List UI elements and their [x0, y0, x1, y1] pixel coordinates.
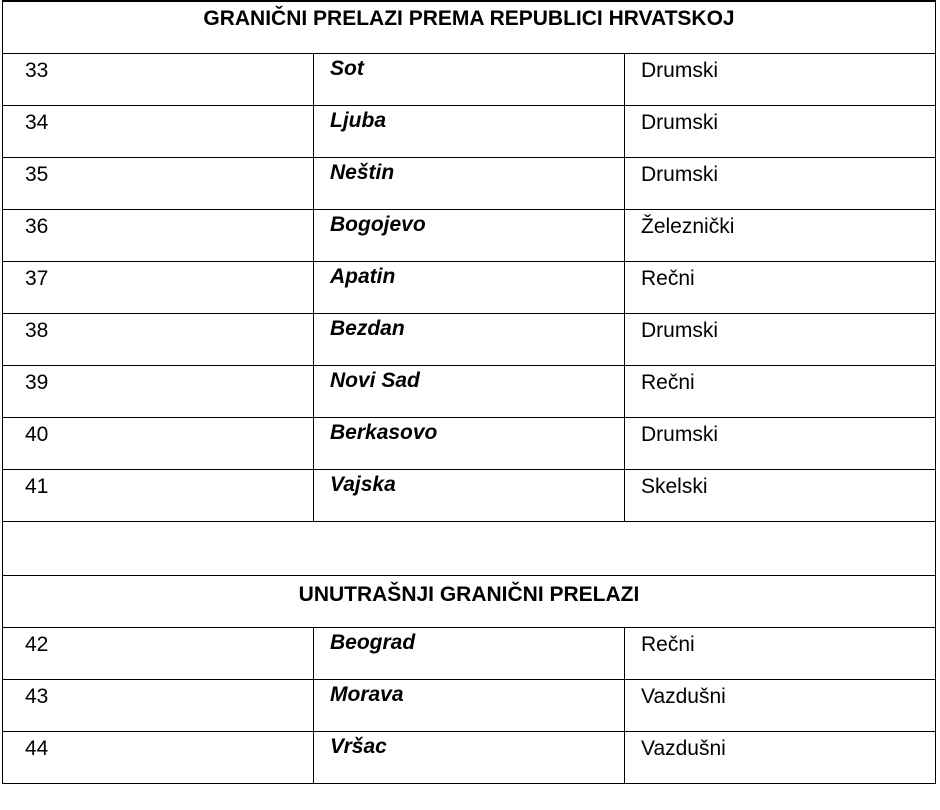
table-row [3, 679, 936, 731]
section-title-internal: UNUTRAŠNJI GRANIČNI PRELAZI [3, 575, 936, 627]
table-row [3, 417, 936, 469]
table-row [3, 731, 936, 783]
table-row [3, 261, 936, 313]
crossing-name: Apatin [314, 261, 625, 313]
table-row [3, 365, 936, 417]
crossing-name: Sot [314, 53, 625, 105]
row-number: 38 [3, 313, 314, 365]
crossing-type: Drumski [625, 417, 936, 469]
table-row [3, 313, 936, 365]
table-row [3, 469, 936, 521]
crossing-name: Vršac [314, 731, 625, 783]
row-number: 34 [3, 105, 314, 157]
row-number: 36 [3, 209, 314, 261]
crossing-type: Vazdušni [625, 679, 936, 731]
crossing-name: Vajska [314, 469, 625, 521]
row-number: 37 [3, 261, 314, 313]
crossing-name: Morava [314, 679, 625, 731]
crossing-type: Železnički [625, 209, 936, 261]
crossing-type: Skelski [625, 469, 936, 521]
crossing-name: Ljuba [314, 105, 625, 157]
crossing-type: Vazdušni [625, 731, 936, 783]
table-row [3, 105, 936, 157]
table-row [3, 53, 936, 105]
empty-cell [3, 521, 936, 575]
crossing-type: Rečni [625, 365, 936, 417]
row-number: 43 [3, 679, 314, 731]
crossing-name: Neštin [314, 157, 625, 209]
section-header-row [3, 575, 936, 627]
crossing-name: Berkasovo [314, 417, 625, 469]
table-row [3, 157, 936, 209]
crossing-name: Novi Sad [314, 365, 625, 417]
crossing-type: Drumski [625, 313, 936, 365]
row-number: 33 [3, 53, 314, 105]
row-number: 39 [3, 365, 314, 417]
row-number: 41 [3, 469, 314, 521]
table-row [3, 627, 936, 679]
crossing-type: Drumski [625, 105, 936, 157]
row-number: 35 [3, 157, 314, 209]
border-crossings-table [2, 0, 936, 784]
table-row [3, 209, 936, 261]
crossing-type: Drumski [625, 157, 936, 209]
crossing-type: Rečni [625, 627, 936, 679]
section-title-croatia: GRANIČNI PRELAZI PREMA REPUBLICI HRVATSKOJ [3, 1, 936, 53]
crossing-type: Rečni [625, 261, 936, 313]
crossing-type: Drumski [625, 53, 936, 105]
row-number: 44 [3, 731, 314, 783]
section-header-row [3, 1, 936, 53]
row-number: 40 [3, 417, 314, 469]
crossing-name: Beograd [314, 627, 625, 679]
crossing-name: Bezdan [314, 313, 625, 365]
crossing-name: Bogojevo [314, 209, 625, 261]
row-number: 42 [3, 627, 314, 679]
empty-row [3, 521, 936, 575]
